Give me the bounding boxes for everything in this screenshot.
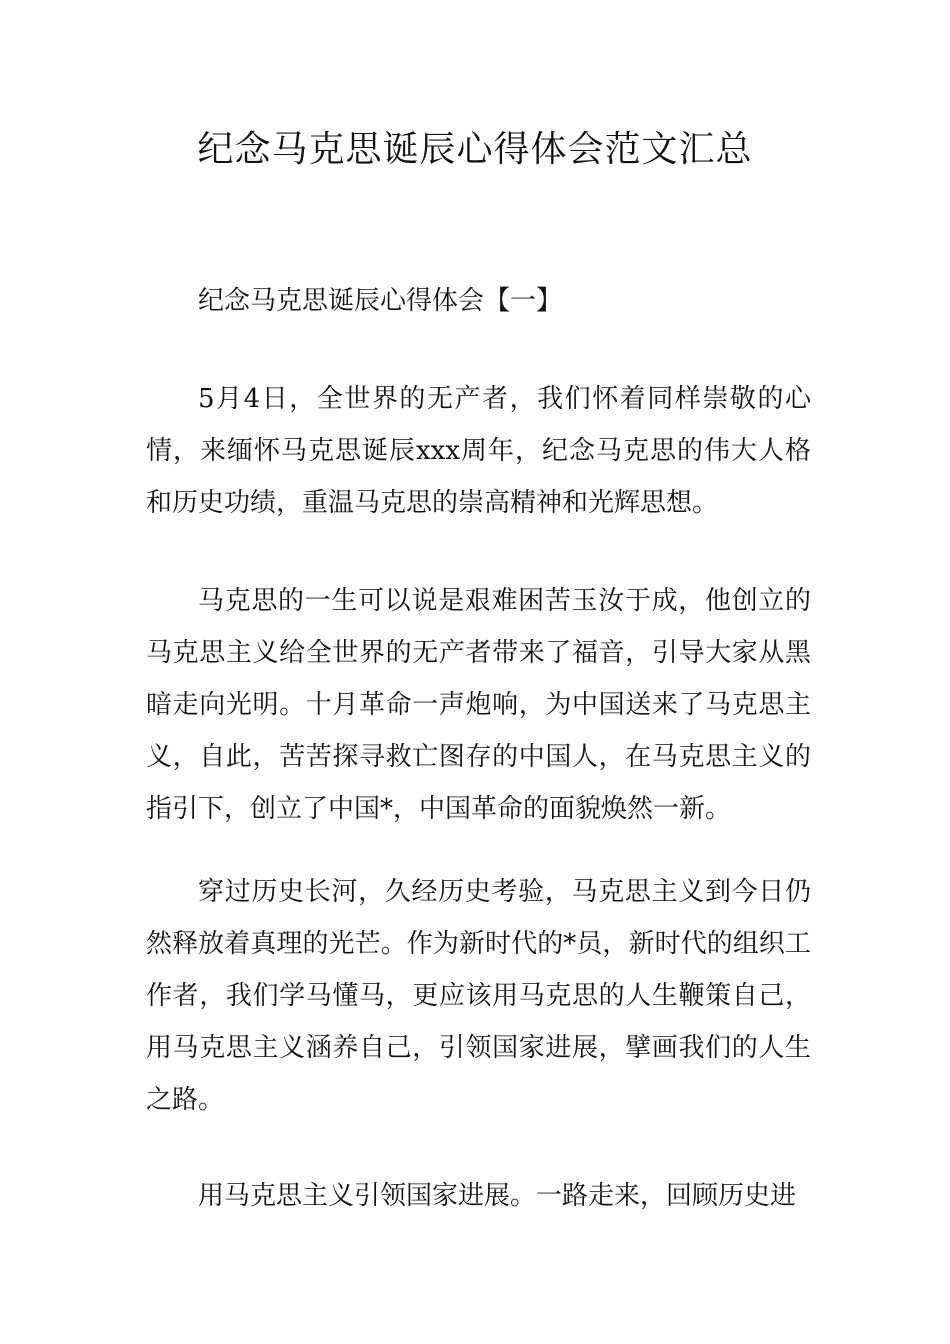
section-heading: 纪念马克思诞辰心得体会【一】 [198,286,563,316]
document-title: 纪念马克思诞辰心得体会范文汇总 [197,129,753,170]
paragraph-4: 用马克思主义引领国家进展。一路走来，回顾历史进 [198,1181,797,1211]
paragraph-2: 马克思的一生可以说是艰难困苦玉汝于成，他创立的马克思主义给全世界的无产者带来了福音，引导大家从黑暗走向光明。十月革命一声炮响，为中国送来了马克思主义，自此，苦苦探寻救亡图存的中国人，在马克思主义的指引下，创立了中国*，中国革命的面貌焕然一新。 [146,586,811,824]
paragraph-1: 5月4日，全世界的无产者，我们怀着同样崇敬的心情，来缅怀马克思诞辰xxx周年，纪念马克思的伟大人格和历史功绩，重温马克思的崇高精神和光辉思想。 [146,384,811,518]
paragraph-3: 穿过历史长河，久经历史考验，马克思主义到今日仍然释放着真理的光芒。作为新时代的*员，新时代的组织工作者，我们学马懂马，更应该用马克思的人生鞭策自己，用马克思主义涵养自己，引领国家进展，擘画我们的人生之路。 [146,877,811,1115]
